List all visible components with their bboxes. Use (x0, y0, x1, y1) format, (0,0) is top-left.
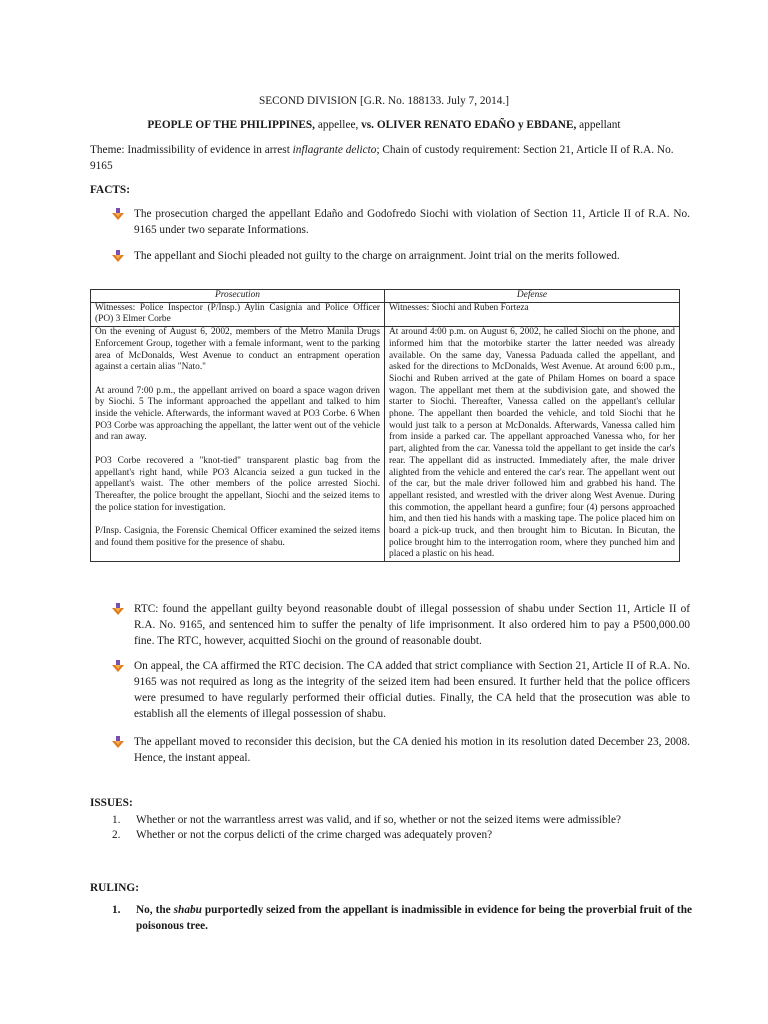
ruling-text (136, 902, 692, 934)
arrow-down-bullet-icon (112, 208, 124, 220)
prosecution-defense-table (90, 289, 680, 562)
proceedings-bullet-text: The appellant moved to reconsider this decision, but the CA denied his motion in its resolution dated December 23, 2008. Hence, the instant appeal. (134, 736, 690, 764)
arrow-down-bullet-icon (112, 603, 124, 615)
prosecution-paragraph-4: P/Insp. Casignia, the Forensic Chemical Officer examined the seized items and found them positive for the presence of shabu. (95, 526, 380, 548)
case-title-people: PEOPLE OF THE PHILIPPINES, (147, 119, 316, 131)
issue-text: Whether or not the corpus delicti of the crime charged was adequately proven? (136, 829, 493, 841)
prosecution-paragraph-3: PO3 Corbe recovered a "knot-tied" transparent plastic bag from the appellant's right hand, while PO3 Alcancia seized a gun tucked in the appellant's waist. The other members of the police arrested Siochi. Thereafter, the police brought the appellant, Siochi and the seized items to the police station for investigation. (95, 455, 380, 513)
ruling-pre: No, the (136, 904, 174, 916)
prosecution-account (91, 327, 385, 562)
facts-bullet-text: The appellant and Siochi pleaded not guilty to the charge on arraignment. Joint trial on the merits followed. (134, 250, 620, 262)
theme-italic: inflagrante delicto (292, 144, 377, 156)
arrow-down-bullet-icon (112, 736, 124, 748)
ruling-post: purportedly seized from the appellant is inadmissible in evidence for being the proverbial fruit of the poisonous tree. (136, 904, 692, 932)
case-title (0, 117, 768, 133)
theme-line (90, 142, 690, 174)
ruling-heading: RULING: (90, 882, 139, 894)
defense-witnesses: Witnesses: Siochi and Ruben Forteza (385, 302, 680, 326)
defense-account: At around 4:00 p.m. on August 6, 2002, he called Siochi on the phone, and informed him that the motorbike starter the latter needed was already available. On the same day, Vanessa Paduada called the appellant, and asked for the directions to McDonalds, West Avenue. At around 6:00 p.m., Siochi and Ruben arrived at the gate of Philam Homes on board a space wagon. The appellant met them at the subdivision gate, and showed the starter to Siochi. Thereafter, Vanessa called on the appellant's cellular phone. The appellant then boarded the vehicle, and told Siochi that he would just talk to a person at McDonalds. Afterwards, Vanessa called him from inside a parked car. The appellant approached Vanessa who, for her part, alighted from the car. Vanessa told the appellant to get inside the car's rear. The appellant did as instructed. Immediately after, the male driver alighted from the vehicle and entered the car's rear. The appellant went out of the car, but the male driver followed him and grabbed his hand. The appellant resisted, and wrestled with the driver along West Avenue. During this commotion, the appellant heard a gunfire; four (4) persons approached him, and then tied his hands with a masking tape. The police placed him on board a pick-up truck, and then brought him to Bicutan. In Bicutan, the police brought him to the interrogation room, where they punched him and placed a plastic on his head. (385, 327, 680, 562)
theme-prefix: Theme: Inadmissibility of evidence in arrest (90, 144, 293, 156)
issue-number: 1. (112, 814, 121, 826)
prosecution-witnesses: Witnesses: Police Inspector (P/Insp.) Aylin Casignia and Police Officer (PO) 3 Elmer Corbe (91, 302, 385, 326)
issues-heading: ISSUES: (90, 797, 133, 809)
ruling-number: 1. (112, 904, 121, 916)
theme-suffix: ; Chain of custody requirement: Section 21, Article II of R.A. No. 9165 (90, 144, 674, 172)
facts-bullet-text: The prosecution charged the appellant Edaño and Godofredo Siochi with violation of Section 11, Article II of R.A. No. 9165 under two separate Informations. (134, 208, 690, 236)
case-title-vs: vs. (361, 119, 374, 131)
arrow-down-bullet-icon (112, 250, 124, 262)
case-title-appellee: appellee, (315, 119, 362, 131)
proceedings-bullet-text: On appeal, the CA affirmed the RTC decision. The CA added that strict compliance with Section 21, Article II of R.A. No. 9165 was not required as long as the integrity of the seized item had been ensured. It further held that the police officers were presumed to have regularly performed their official duties. Finally, the CA held that the prosecution was able to establish all the elements of illegal possession of shabu. (134, 660, 690, 720)
proceedings-bullet-text: RTC: found the appellant guilty beyond reasonable doubt of illegal possession of shabu under Section 11, Article II of R.A. No. 9165, and sentenced him to suffer the penalty of life imprisonment. It also ordered him to pay a P500,000.00 fine. The RTC, however, acquitted Siochi on the ground of reasonable doubt. (134, 603, 690, 647)
ruling-italic: shabu (173, 904, 202, 916)
issue-number: 2. (112, 829, 121, 841)
facts-heading: FACTS: (90, 184, 130, 196)
prosecution-paragraph-2: At around 7:00 p.m., the appellant arrived on board a space wagon driven by Siochi. 5 The informant approached the appellant and talked to him inside the vehicle. Afterwards, the informant waved at PO3 Corbe. 6 When PO3 Corbe was approaching the appellant, the latter went out of the vehicle and ran away. (95, 385, 380, 443)
prosecution-header: Prosecution (91, 290, 385, 303)
defense-header: Defense (385, 290, 680, 303)
division-header: SECOND DIVISION [G.R. No. 188133. July 7, 2014.] (258, 95, 510, 107)
case-title-appellant: appellant (576, 119, 621, 131)
arrow-down-bullet-icon (112, 660, 124, 672)
case-title-accused: OLIVER RENATO EDAÑO y EBDANE, (374, 119, 577, 131)
prosecution-paragraph-1: On the evening of August 6, 2002, members of the Metro Manila Drugs Enforcement Group, together with a female informant, went to the parking area of McDonalds, West Avenue to conduct an entrapment operation against a certain alias "Nato." (95, 327, 380, 373)
issue-text: Whether or not the warrantless arrest was valid, and if so, whether or not the seized items were admissible? (136, 814, 621, 826)
